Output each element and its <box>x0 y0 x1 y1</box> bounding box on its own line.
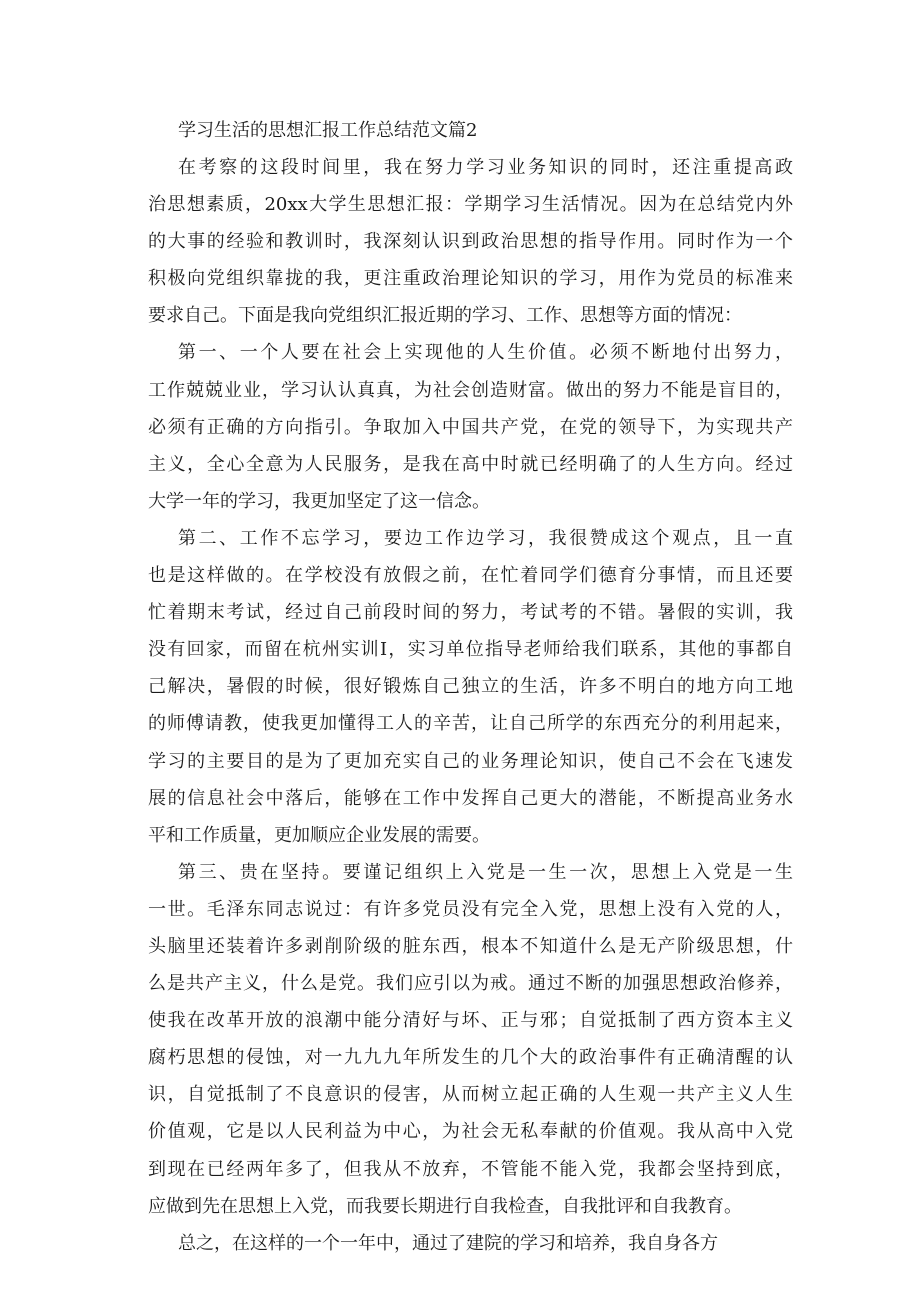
text-line: 腐朽思想的侵蚀，对一九九九年所发生的几个大的政治事件有正确清醒的认 <box>148 1047 793 1069</box>
text-line: 没有回家，而留在杭州实训I，实习单位指导老师给我们联系，其他的事都自 <box>148 639 793 661</box>
text-line: 第三、贵在坚持。要谨记组织上入党是一生一次，思想上入党是一生 <box>178 861 793 883</box>
text-line: 必须有正确的方向指引。争取加入中国共产党，在党的领导下，为实现共产 <box>148 416 793 438</box>
text-line: 的师傅请教，使我更加懂得工人的辛苦，让自己所学的东西充分的利用起来， <box>148 713 793 735</box>
text-line: 一世。毛泽东同志说过：有许多党员没有完全入党，思想上没有入党的人， <box>148 898 793 920</box>
text-line: 积极向党组织靠拢的我，更注重政治理论知识的学习，用作为党员的标准来 <box>148 268 793 290</box>
text-line: 忙着期末考试，经过自己前段时间的努力，考试考的不错。暑假的实训，我 <box>148 602 793 624</box>
text-line: 第二、工作不忘学习，要边工作边学习，我很赞成这个观点，且一直 <box>178 527 793 549</box>
text-line: 平和工作质量，更加顺应企业发展的需要。 <box>148 824 490 846</box>
paragraph <box>148 149 793 334</box>
text-line: 己解决，暑假的时候，很好锻炼自己独立的生活，许多不明白的地方向工地 <box>148 676 793 698</box>
text-line: 价值观，它是以人民利益为中心，为社会无私奉献的价值观。我从高中入党 <box>148 1121 793 1143</box>
paragraph-list <box>148 149 793 1262</box>
document-title: 学习生活的思想汇报工作总结范文篇2 <box>178 120 478 141</box>
text-line: 要求自己。下面是我向党组织汇报近期的学习、工作、思想等方面的情况： <box>148 305 742 327</box>
text-line: 工作兢兢业业，学习认认真真，为社会创造财富。做出的努力不能是盲目的， <box>148 379 793 401</box>
text-line: 大学一年的学习，我更加坚定了这一信念。 <box>148 490 490 512</box>
text-line: 治思想素质，20xx大学生思想汇报：学期学习生活情况。因为在总结党内外 <box>148 194 793 216</box>
text-line: 识，自觉抵制了不良意识的侵害，从而树立起正确的人生观一共产主义人生 <box>148 1084 793 1106</box>
text-line: 学习的主要目的是为了更加充实自己的业务理论知识，使自己不会在飞速发 <box>148 750 793 772</box>
document-body <box>148 112 793 1262</box>
text-line: 么是共产主义，什么是党。我们应引以为戒。通过不断的加强思想政治修养， <box>148 973 793 995</box>
text-line: 到现在已经两年多了，但我从不放弃，不管能不能入党，我都会坚持到底， <box>148 1158 793 1180</box>
text-line: 总之，在这样的一个一年中，通过了建院的学习和培养，我自身各方 <box>178 1232 718 1254</box>
text-line: 在考察的这段时间里，我在努力学习业务知识的同时，还注重提高政 <box>178 157 793 178</box>
text-line: 应做到先在思想上入党，而我要长期进行自我检查，自我批评和自我教育。 <box>148 1195 742 1217</box>
text-line: 也是这样做的。在学校没有放假之前，在忙着同学们德育分事情，而且还要 <box>148 565 793 587</box>
text-line: 第一、一个人要在社会上实现他的人生价值。必须不断地付出努力， <box>178 342 793 364</box>
paragraph <box>148 334 793 519</box>
text-line: 使我在改革开放的浪潮中能分清好与坏、正与邪；自觉抵制了西方资本主义 <box>148 1010 793 1032</box>
paragraph <box>148 520 793 854</box>
text-line: 展的信息社会中落后，能够在工作中发挥自己更大的潜能，不断提高业务水 <box>148 787 793 809</box>
text-line: 头脑里还装着许多剥削阶级的脏东西，根本不知道什么是无产阶级思想，什 <box>148 935 793 957</box>
paragraph <box>148 1225 793 1262</box>
text-line: 的大事的经验和教训时，我深刻认识到政治思想的指导作用。同时作为一个 <box>148 231 793 253</box>
text-line: 主义，全心全意为人民服务，是我在高中时就已经明确了的人生方向。经过 <box>148 453 793 475</box>
paragraph <box>148 854 793 1225</box>
